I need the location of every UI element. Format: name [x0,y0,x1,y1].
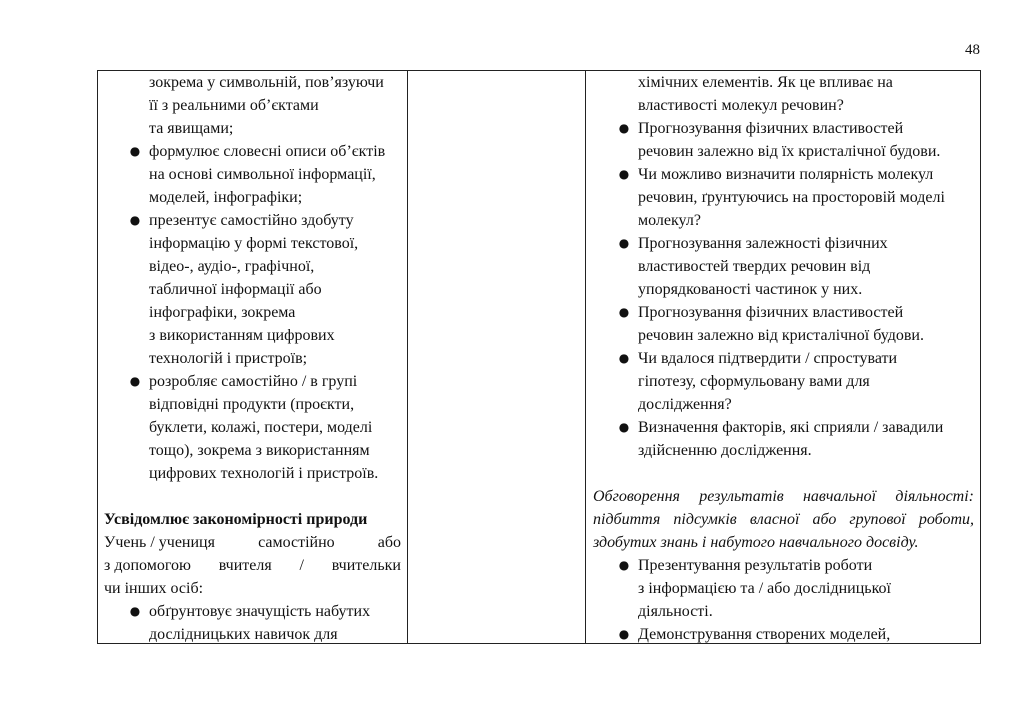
text-line: Прогнозування залежності фізичних [638,235,888,252]
text-line: з використанням цифрових [149,327,335,344]
empty-cell [408,71,586,644]
word: підбиття [593,511,661,528]
section-heading: Усвідомлює закономірності природи [104,511,368,528]
bullet-icon: ● [618,121,630,135]
text-line: діяльності. [638,603,713,620]
text-line [593,508,974,531]
bullet-icon: ● [618,627,630,641]
word: вчительки [331,557,401,574]
activities-cell [586,71,981,644]
text-line: її з реальними об’єктами [149,97,319,114]
text-line: Визначення факторів, які сприяли / завадили [638,419,944,436]
list-item [593,347,974,416]
bullet-icon: ● [129,604,141,618]
text-line: відео-, аудіо-, графічної, [149,258,315,275]
list-item [104,600,401,643]
bullet-icon: ● [618,351,630,365]
text-line: дослідницьких навичок для [149,626,338,643]
table-row [98,71,981,644]
word: навчальної [802,488,877,505]
text-line: речовин залежно від кристалічної будови. [638,327,924,344]
text-line: речовин залежно від їх кристалічної будови. [638,143,941,160]
text-line: хімічних елементів. Як це впливає на [638,74,893,91]
text-line: інформацію у формі текстової, [149,235,359,252]
text-line [104,554,401,577]
word: або [377,534,401,551]
bullet-icon: ● [618,236,630,250]
word: самостійно [258,534,335,551]
text-line: з інформацією та / або дослідницької [638,580,891,597]
text-line: інфографіки, зокрема [149,304,296,321]
bullet-icon: ● [618,167,630,181]
list-item [104,370,401,485]
word: результатів [699,488,784,505]
text-line: моделей, інфографіки; [149,189,303,206]
text-line: здійсненню дослідження. [638,442,812,459]
word: групової [849,511,906,528]
text-line: Прогнозування фізичних властивостей [638,304,904,321]
text-line: Демонстрування створених моделей, [638,626,891,643]
bullet-icon: ● [129,213,141,227]
bullet-icon: ● [129,144,141,158]
text-line: Презентування результатів роботи [638,557,873,574]
list-item [593,554,974,623]
text-line: властивостей твердих речовин від [638,258,871,275]
text-line: Прогнозування фізичних властивостей [638,120,904,137]
learning-outcomes-cell [98,71,408,644]
list-item [104,209,401,370]
text-line: властивості молекул речовин? [638,97,844,114]
text-line: формулює словесні описи об’єктів [149,143,386,160]
text-line [593,485,974,508]
text-line: зокрема у символьній, пов’язуючи [149,74,384,91]
text-line: цифрових технологій і пристроїв. [149,465,379,482]
word: Обговорення [593,488,680,505]
word: діяльності: [895,488,974,505]
text-line: молекул? [638,212,701,229]
text-line: тощо), зокрема з використанням [149,442,370,459]
word: власної [749,511,800,528]
text-line: табличної інформації або [149,281,322,298]
word: Учень / учениця [104,534,215,551]
text-line: речовин, ґрунтуючись на просторовій моделі [638,189,945,206]
text-line: Чи вдалося підтвердити / спростувати [638,350,898,367]
text-line: упорядкованості частинок у них. [638,281,863,298]
word: / [299,557,304,574]
text-line: буклети, колажі, постери, моделі [149,419,373,436]
word: або [812,511,837,528]
text-line: дослідження? [638,396,732,413]
text-line: гіпотезу, сформульовану вами для [638,373,870,390]
word: вчителя [218,557,272,574]
list-item [593,163,974,232]
text-line: розробляє самостійно / в групі [149,373,358,390]
list-item [593,301,974,347]
text-line: здобутих знань і набутого навчального досвіду. [593,534,919,551]
list-item [593,232,974,301]
bullet-icon: ● [618,558,630,572]
list-item [593,623,974,643]
text-line: обґрунтовує значущість набутих [149,603,371,620]
list-item [593,117,974,163]
word: з допомогою [104,557,191,574]
word: підсумків [673,511,737,528]
text-line: чи інших осіб: [104,580,204,597]
list-item [104,140,401,209]
text-line: технологій і пристроїв; [149,350,308,367]
list-item [593,416,974,462]
text-line: відповідні продукти (проєкти, [149,396,355,413]
text-line: на основі символьної інформації, [149,166,376,183]
curriculum-table [97,70,981,644]
text-line: презентує самостійно здобуту [149,212,354,229]
text-line: та явищами; [149,120,234,137]
text-line [104,531,401,554]
text-line: Чи можливо визначити полярність молекул [638,166,934,183]
bullet-icon: ● [618,420,630,434]
page-number: 48 [965,42,980,58]
word: роботи, [918,511,974,528]
bullet-icon: ● [618,305,630,319]
bullet-icon: ● [129,374,141,388]
